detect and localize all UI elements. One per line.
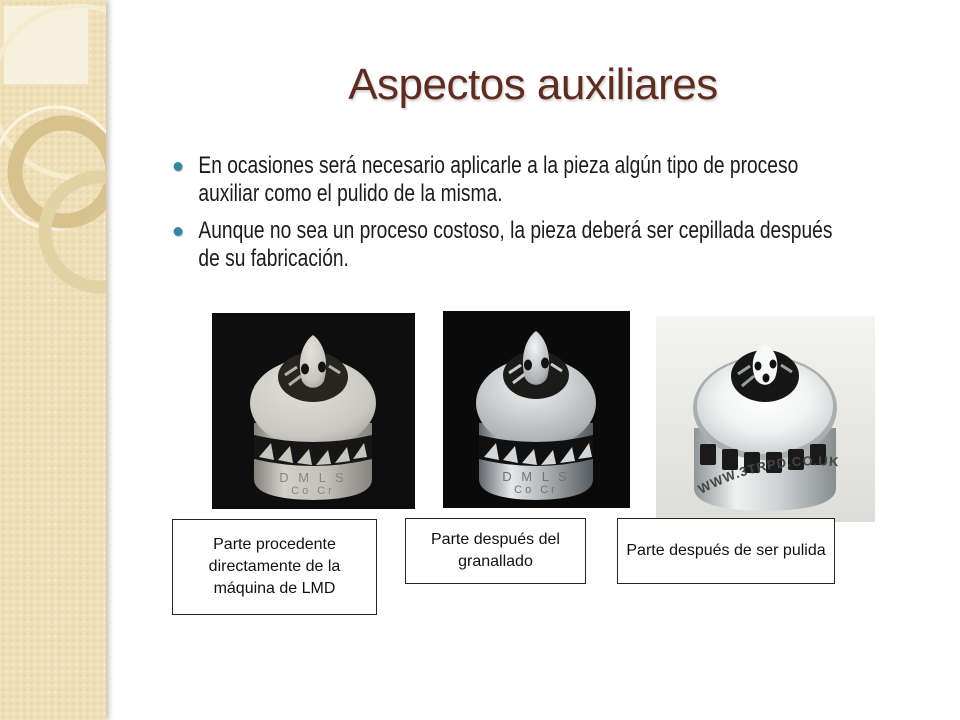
engraving-text: Co Cr [514,484,558,496]
bullet-text: En ocasiones será necesario aplicarle a la pieza algún tipo de proceso auxiliar como el pulido de la misma. [198,152,799,207]
caption-box-blasted [405,518,586,584]
bullet-list [172,152,836,282]
engraving-text: WWW.3TRPD.CO.UK [695,453,840,497]
bullet-marker-icon [174,162,183,171]
caption-text: Parte después de ser pulida [626,542,826,559]
sidebar-decoration [0,0,106,720]
part-photo-raw [212,313,415,509]
caption-text: Parte después del granallado [431,531,560,570]
caption-text: Parte procedente directamente de la máquina de LMD [208,536,341,597]
bullet-text: Aunque no sea un proceso costoso, la pieza deberá ser cepillada después de su fabricación. [198,217,833,272]
bullet-item [172,217,836,273]
caption-box-raw [172,519,377,615]
slide-title: Aspectos auxiliares [348,60,718,109]
raw-part-image [212,313,415,509]
caption-box-polished [617,518,835,584]
engraving-text: D M L S [502,469,570,484]
blasted-part-image [443,311,630,508]
engraving-text: D M L S [279,470,347,485]
part-photo-blasted [443,311,630,508]
sidebar-rings-decoration [0,0,106,720]
polished-part-image [656,316,875,522]
part-photo-polished [656,316,875,522]
bullet-marker-icon [174,227,183,236]
bullet-item [172,152,836,208]
engraving-text: Co Cr [291,485,335,497]
